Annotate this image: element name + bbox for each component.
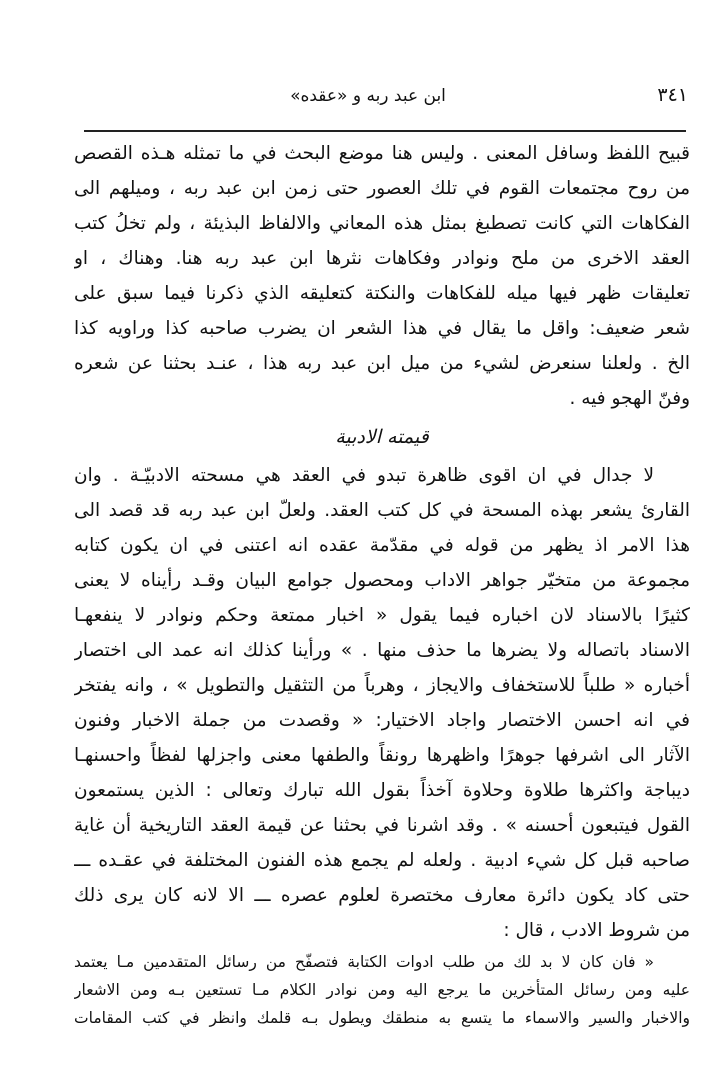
- text-line: لا جدال في ان اقوى ظاهرة تبدو في العقد هي مسحته الادبيّـة . وان: [74, 465, 654, 486]
- text-line: العقد الاخرى من ملح ونوادر وفكاهات نثرها ابن عبد ربه هنا. وهناك ، او: [74, 248, 690, 269]
- header-rule: [84, 130, 686, 132]
- section-heading: قيمته الادبية: [335, 426, 429, 448]
- quote-line: « فان كان لا بد لك من طلب ادوات الكتابة فتصفّح من رسائل المتقدمين مـا يعتمد: [74, 953, 654, 971]
- block-quote: [74, 948, 690, 1032]
- text-line: قبيح اللفظ وسافل المعنى . وليس هنا موضع البحث في ما تمثله هـذه القصص: [74, 143, 690, 164]
- text-line: ديباجة واكثرها طلاوة وحلاوة آخذاً بقول الله تبارك وتعالى : الذين يستمعون: [74, 780, 690, 801]
- page-header: [88, 84, 688, 114]
- text-line: تعليقات ظهر فيها ميله للفكاهات والنكتة كتعليقه الذي ذكرنا فيما سبق على: [74, 283, 690, 304]
- text-line: صاحبه قبل كل شيء ادبية . ولعله لم يجمع هذه الفنون المختلفة في عقـده ـــ: [74, 850, 690, 871]
- quote-line: والاخبار والسير والاسماء ما يتسع به منطقك ويطول بـه قلمك وانظر في كتب المقامات: [74, 1009, 690, 1027]
- text-line: القول فيتبعون أحسنه » . وقد اشرنا في بحثنا عن قيمة العقد التاريخية أن غاية: [74, 815, 690, 836]
- text-line: في انه احسن الاختصار واجاد الاختيار: « وقصدت من جملة الاخبار وفنون: [74, 710, 690, 731]
- text-line: شعر ضعيف: واقل ما يقال في هذا الشعر ان يضرب صاحبه كذا وراويه كذا: [74, 318, 690, 339]
- paragraph-2: [74, 458, 690, 948]
- paragraph-1: [74, 136, 690, 416]
- running-title: ابن عبد ربه و «عقده»: [290, 86, 446, 106]
- text-line: من شروط الادب ، قال :: [503, 920, 690, 941]
- text-line: الخ . ولعلنا سنعرض لشيء من ميل ابن عبد ربه هذا ، عنـد بحثنا عن شعره: [74, 353, 690, 374]
- text-line: أخباره « طلباً للاستخفاف والايجاز ، وهرباً من التثقيل والتطويل » ، وانه يفتخر: [74, 675, 690, 696]
- text-line: القارئ يشعر بهذه المسحة في كل كتب العقد. ولعلّ ابن عبد ربه قد قصد الى: [74, 500, 690, 521]
- text-line: وفنّ الهجو فيه .: [569, 388, 690, 409]
- text-line: الآثار الى اشرفها جوهرًا واظهرها رونقاً والطفها معنى واجزلها لفظاً واحسنهـا: [74, 745, 690, 766]
- text-line: من روح مجتمعات القوم في تلك العصور حتى زمن ابن عبد ربه ، وميلهم الى: [74, 178, 690, 199]
- text-line: مجموعة من متخيّر جواهر الاداب ومحصول جوامع البيان وقـد رأيناه لا يعنى: [74, 570, 690, 591]
- text-line: الاسناد باتصاله ولا يضرها ما حذف منها . » ورأينا كذلك انه عمد الى اختصار: [74, 640, 690, 661]
- page-number: ٣٤١: [657, 84, 688, 106]
- text-line: حتى كاد يكون دائرة معارف مختصرة لعلوم عصره ـــ الا لانه كان يرى ذلك: [74, 885, 690, 906]
- page-body: [74, 136, 690, 1032]
- text-line: كثيرًا بالاسناد لان اخباره فيما يقول « اخبار ممتعة وحكم ونوادر لا ينفعهـا: [74, 605, 690, 626]
- text-line: هذا الامر اذ يظهر من قوله في مقدّمة عقده انه اعتنى في ان يكون كتابه: [74, 535, 690, 556]
- quote-line: عليه ومن رسائل المتأخرين ما يرجع اليه ومن نوادر الكلام مـا تستعين بـه ومن الاشعار: [74, 981, 690, 999]
- text-line: الفكاهات التي كانت تصطبغ بمثل هذه المعاني والالفاظ البذيئة ، ولم تخلُ كتب: [74, 213, 690, 234]
